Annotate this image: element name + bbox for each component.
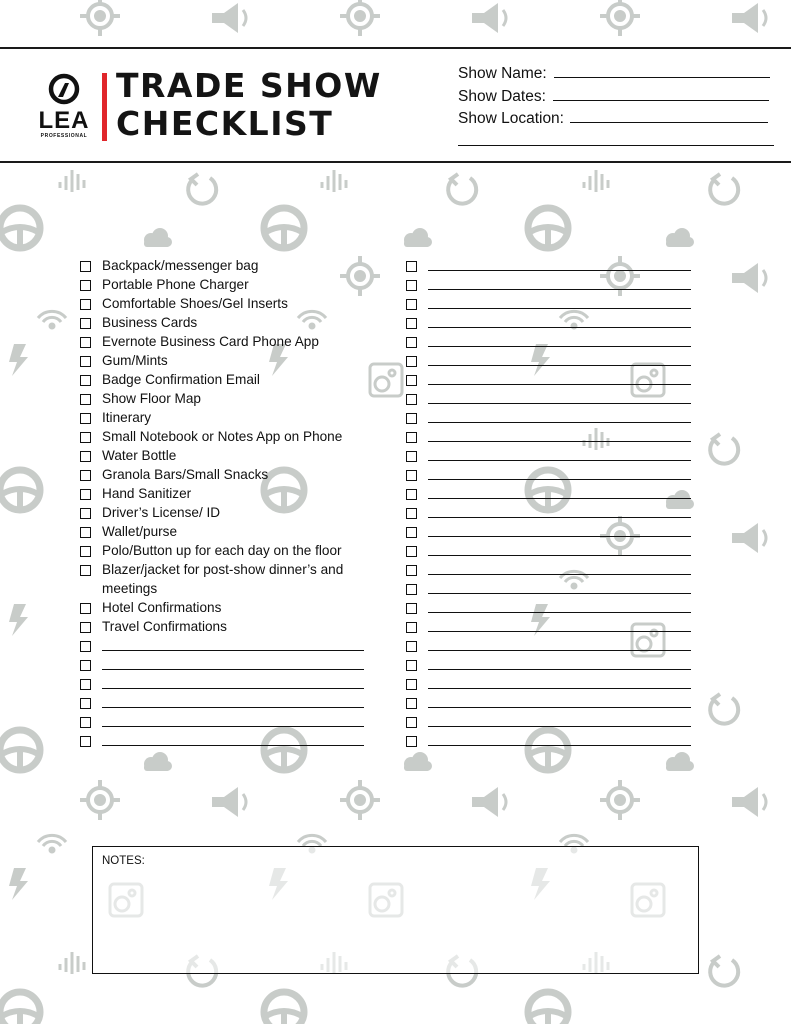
write-in-line[interactable] [428,441,691,442]
blank-checklist-item [406,257,691,276]
checklist-item-label: Hand Sanitizer [102,486,192,501]
checklist-item [80,333,380,352]
blank-checklist-item [406,675,691,694]
checklist-item [80,428,380,447]
checklist-item-label: Gum/Mints [102,353,168,368]
checklist-item-label: Polo/Button up for each day on the floor [102,543,342,558]
checklist-item-label: Wallet/purse [102,524,178,539]
show-dates-label: Show Dates: [458,87,546,105]
show-location-extra-line[interactable] [458,131,774,146]
checkbox[interactable] [80,698,91,709]
checkbox[interactable] [80,736,91,747]
blank-checklist-item [80,713,380,732]
write-in-line[interactable] [428,631,691,632]
write-in-line[interactable] [428,365,691,366]
checkbox[interactable] [406,736,417,747]
checklist-right-column [406,257,691,751]
show-name-field[interactable] [458,63,774,86]
checkbox[interactable] [80,641,91,652]
blank-checklist-item [406,542,691,561]
checkbox[interactable] [80,622,91,633]
blank-checklist-item [406,447,691,466]
show-location-field[interactable] [458,108,774,131]
checkbox[interactable] [406,717,417,728]
blank-checklist-item [406,561,691,580]
checkbox[interactable] [80,356,91,367]
write-in-line[interactable] [428,289,691,290]
write-in-line[interactable] [428,327,691,328]
checklist-item [80,542,380,561]
write-in-line[interactable] [428,745,691,746]
checklist-item-label: Business Cards [102,315,198,330]
checklist-item [80,523,380,542]
write-in-line[interactable] [428,270,691,271]
show-location-input-line[interactable] [570,108,768,123]
brand-subtitle: PROFESSIONAL [40,133,88,139]
blank-checklist-item [406,371,691,390]
header [0,47,791,163]
blank-checklist-item [406,504,691,523]
write-in-line[interactable] [428,460,691,461]
show-info-fields [458,63,774,153]
write-in-line[interactable] [428,479,691,480]
checkbox[interactable] [406,679,417,690]
blank-checklist-item [406,428,691,447]
checkbox[interactable] [406,508,417,519]
checkbox[interactable] [406,698,417,709]
checklist-item-label: Evernote Business Card Phone App [102,334,319,349]
write-in-line[interactable] [428,688,691,689]
checkbox[interactable] [406,318,417,329]
blank-checklist-item [80,732,380,751]
checkbox[interactable] [80,508,91,519]
checkbox[interactable] [406,394,417,405]
checkbox[interactable] [80,679,91,690]
checklist-item [80,466,380,485]
checklist-item-label: Small Notebook or Notes App on Phone [102,429,343,444]
checklist-item [80,561,380,599]
checkbox[interactable] [406,641,417,652]
logo-mark-icon [32,73,96,107]
show-name-input-line[interactable] [554,63,770,78]
checkbox[interactable] [406,261,417,272]
checklist-item [80,390,380,409]
accent-divider [102,73,107,141]
checklist-item-label: Water Bottle [102,448,177,463]
write-in-line[interactable] [428,384,691,385]
show-location-label: Show Location: [458,110,564,127]
blank-checklist-item [80,694,380,713]
checklist-item [80,371,380,390]
blank-checklist-item [406,333,691,352]
checklist-item [80,295,380,314]
checkbox[interactable] [406,546,417,557]
title-line-1: TRADE SHOW [116,66,382,105]
checkbox[interactable] [80,413,91,424]
notes-box[interactable] [92,846,699,974]
checkbox[interactable] [406,565,417,576]
show-name-label: Show Name: [458,65,547,82]
checklist-item [80,599,380,618]
checkbox[interactable] [80,603,91,614]
checkbox[interactable] [406,413,417,424]
blank-checklist-item [406,523,691,542]
checklist-item-label: Show Floor Map [102,391,201,406]
checkbox[interactable] [406,622,417,633]
checkbox[interactable] [80,717,91,728]
checkbox[interactable] [80,394,91,405]
notes-label: NOTES: [102,855,145,867]
write-in-line[interactable] [428,308,691,309]
write-in-line[interactable] [428,517,691,518]
checklist-item [80,504,380,523]
checklist-item [80,618,380,637]
checkbox[interactable] [80,660,91,671]
checklist-item [80,447,380,466]
write-in-line[interactable] [102,745,364,746]
blank-checklist-item [406,352,691,371]
write-in-line[interactable] [428,555,691,556]
write-in-line[interactable] [102,669,364,670]
checklist-item-label: Portable Phone Charger [102,277,249,292]
write-in-line[interactable] [428,593,691,594]
blank-checklist-item [406,656,691,675]
brand-name: LEA [38,107,90,134]
checklist-item-label: Backpack/messenger bag [102,258,259,273]
write-in-line[interactable] [428,403,691,404]
checkbox[interactable] [80,432,91,443]
checklist-item-label: Badge Confirmation Email [102,372,260,387]
write-in-line[interactable] [102,707,364,708]
write-in-line[interactable] [428,707,691,708]
checkbox[interactable] [80,280,91,291]
blank-checklist-item [406,599,691,618]
blank-checklist-item [406,713,691,732]
blank-checklist-item [406,390,691,409]
checklist-item [80,485,380,504]
checkbox[interactable] [80,451,91,462]
checklist-item-label: Driver’s License/ ID [102,505,221,520]
blank-checklist-item [406,409,691,428]
checkbox[interactable] [80,489,91,500]
checkbox[interactable] [80,261,91,272]
show-dates-input-line[interactable] [553,86,769,101]
blank-checklist-item [406,618,691,637]
checklist-item-label: Blazer/jacket for post-show dinner’s and meetings [102,562,344,596]
blank-checklist-item [406,295,691,314]
checkbox[interactable] [80,527,91,538]
checklist-item-label: Granola Bars/Small Snacks [102,467,269,482]
checklist-item [80,257,380,276]
checkbox[interactable] [80,565,91,576]
checkbox[interactable] [80,299,91,310]
checkbox[interactable] [406,603,417,614]
checklist-left-column [80,257,380,751]
write-in-line[interactable] [428,422,691,423]
blank-checklist-item [80,637,380,656]
write-in-line[interactable] [428,612,691,613]
blank-checklist-item [406,637,691,656]
checkbox[interactable] [406,470,417,481]
blank-checklist-item [80,675,380,694]
write-in-line[interactable] [428,726,691,727]
write-in-line[interactable] [428,669,691,670]
write-in-line[interactable] [428,574,691,575]
checklist-item [80,314,380,333]
checkbox[interactable] [406,660,417,671]
checklist-item-label: Itinerary [102,410,152,425]
checklist-item-label: Comfortable Shoes/Gel Inserts [102,296,288,311]
checkbox[interactable] [406,375,417,386]
checkbox[interactable] [80,318,91,329]
brand-logo [32,73,96,145]
write-in-line[interactable] [102,650,364,651]
checkbox[interactable] [80,470,91,481]
blank-checklist-item [406,580,691,599]
blank-checklist-item [406,466,691,485]
checkbox[interactable] [406,584,417,595]
blank-checklist-item [406,732,691,751]
checkbox[interactable] [406,489,417,500]
checkbox[interactable] [406,299,417,310]
checklist-item-label: Travel Confirmations [102,618,227,634]
blank-checklist-item [406,314,691,333]
checklist-item-label: Hotel Confirmations [102,599,222,615]
checklist-item [80,352,380,371]
checkbox[interactable] [406,337,417,348]
checklist-item [80,409,380,428]
checkbox[interactable] [406,432,417,443]
show-dates-field[interactable] [458,86,774,109]
checklist-item [80,276,380,295]
blank-checklist-item [406,485,691,504]
write-in-line[interactable] [428,498,691,499]
write-in-line[interactable] [428,346,691,347]
page-title [116,67,382,143]
checkbox[interactable] [406,527,417,538]
write-in-line[interactable] [428,536,691,537]
write-in-line[interactable] [102,688,364,689]
checkbox[interactable] [406,356,417,367]
checkbox[interactable] [406,280,417,291]
write-in-line[interactable] [428,650,691,651]
blank-checklist-item [80,656,380,675]
write-in-line[interactable] [102,726,364,727]
checkbox[interactable] [80,375,91,386]
blank-checklist-item [406,276,691,295]
title-line-2: CHECKLIST [116,104,334,143]
checkbox[interactable] [80,337,91,348]
show-location-extra-field[interactable] [458,131,774,154]
checkbox[interactable] [80,546,91,557]
blank-checklist-item [406,694,691,713]
checkbox[interactable] [406,451,417,462]
